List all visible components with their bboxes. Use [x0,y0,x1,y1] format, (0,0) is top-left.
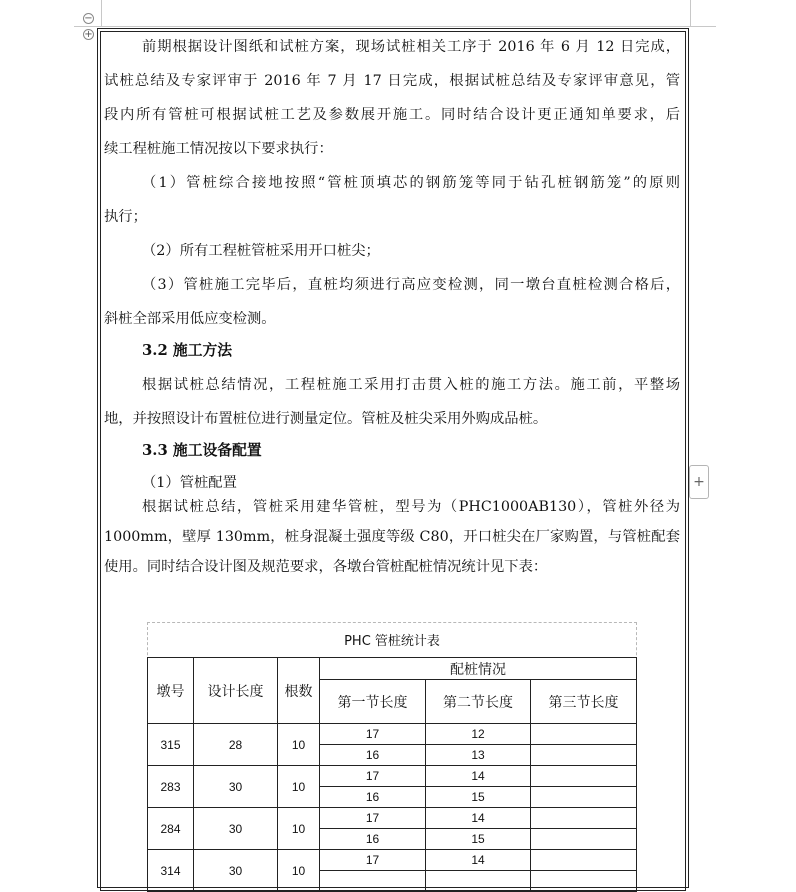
margin-guide [690,0,691,26]
cell-s1: 16 [320,745,426,766]
cell-count: 10 [278,850,320,892]
margin-guide [101,26,691,27]
paragraph-line: 根据试桩总结，管桩采用建华管桩，型号为（PHC1000AB130），管桩外径为 [142,499,680,515]
cell-s2: 15 [426,787,531,808]
header-design-length: 设计长度 [194,658,278,724]
cell-pier: 283 [148,766,194,808]
cell-pier: 315 [148,724,194,766]
cell-s3 [531,850,637,871]
header-section-3: 第三节长度 [531,680,637,724]
cell-s3 [531,787,637,808]
header-count: 根数 [278,658,320,724]
cell-s1: 17 [320,808,426,829]
cell-count: 10 [278,766,320,808]
collapse-icon[interactable]: − [84,13,93,24]
cell-pier: 284 [148,808,194,850]
cell-s2: 13 [426,745,531,766]
expand-icon[interactable]: + [84,29,93,40]
cell-length: 30 [194,850,278,892]
table-caption: PHC 管桩统计表 [344,634,440,649]
list-item-line: （1）管桩综合接地按照“管桩顶填芯的钢筋笼等同于钻孔桩钢筋笼”的原则 [142,175,680,191]
pile-statistics-table [147,657,637,892]
section-heading: 3.2 施工方法 [142,342,233,359]
cell-s2: 12 [426,724,531,745]
cell-s1: 17 [320,766,426,787]
cell-s3 [531,871,637,892]
cell-s3 [531,808,637,829]
margin-guide [690,26,716,27]
cell-count: 10 [278,724,320,766]
cell-s1: 16 [320,829,426,850]
header-section-2: 第二节长度 [426,680,531,724]
cell-length: 30 [194,766,278,808]
paragraph-line: 1000mm，壁厚 130mm，桩身混凝土强度等级 C80，开口桩尖在厂家购置，与管桩配套 [104,529,680,545]
list-item-line: （2）所有工程桩管桩采用开口桩尖； [142,243,380,259]
margin-guide [101,0,102,26]
add-row-button[interactable]: + [689,465,709,499]
header-section-1: 第一节长度 [320,680,426,724]
header-pile-config: 配桩情况 [320,658,637,680]
cell-s2: 15 [426,829,531,850]
table-row [148,766,637,787]
cell-s3 [531,766,637,787]
cell-s1: 17 [320,724,426,745]
margin-guide [74,26,101,27]
cell-s2: 14 [426,808,531,829]
header-pier: 墩号 [148,658,194,724]
list-item-line: 执行； [104,209,147,225]
subsection-title: （1）管桩配置 [142,475,237,491]
list-item-line: （3）管桩施工完毕后，直桩均须进行高应变检测，同一墩台直桩检测合格后， [142,277,680,293]
cell-s1 [320,871,426,892]
cell-pier: 314 [148,850,194,892]
table-row [148,808,637,829]
cell-s3 [531,724,637,745]
cell-s2 [426,871,531,892]
cell-s2: 14 [426,850,531,871]
paragraph-line: 前期根据设计图纸和试桩方案，现场试桩相关工序于 2016 年 6 月 12 日完成， [142,39,680,55]
list-item-line: 斜桩全部采用低应变检测。 [104,311,276,327]
paragraph-line: 地，并按照设计布置桩位进行测量定位。管桩及桩尖采用外购成品桩。 [104,411,548,427]
cell-s2: 14 [426,766,531,787]
paragraph-line: 根据试桩总结情况，工程桩施工采用打击贯入桩的施工方法。施工前，平整场 [142,377,680,393]
cell-count: 10 [278,808,320,850]
cell-s1: 17 [320,850,426,871]
table-row [148,724,637,745]
cell-length: 30 [194,808,278,850]
cell-length: 28 [194,724,278,766]
table-row [148,850,637,871]
paragraph-line: 段内所有管桩可根据试桩工艺及参数展开施工。同时结合设计更正通知单要求，后 [104,107,680,123]
section-heading: 3.3 施工设备配置 [142,442,262,459]
cell-s1: 16 [320,787,426,808]
paragraph-line: 试桩总结及专家评审于 2016 年 7 月 17 日完成，根据试桩总结及专家评审意见，管 [104,73,680,89]
cell-s3 [531,745,637,766]
cell-s3 [531,829,637,850]
paragraph-line: 使用。同时结合设计图及规范要求，各墩台管桩配桩情况统计见下表： [104,559,548,575]
paragraph-line: 续工程桩施工情况按以下要求执行： [104,141,333,157]
